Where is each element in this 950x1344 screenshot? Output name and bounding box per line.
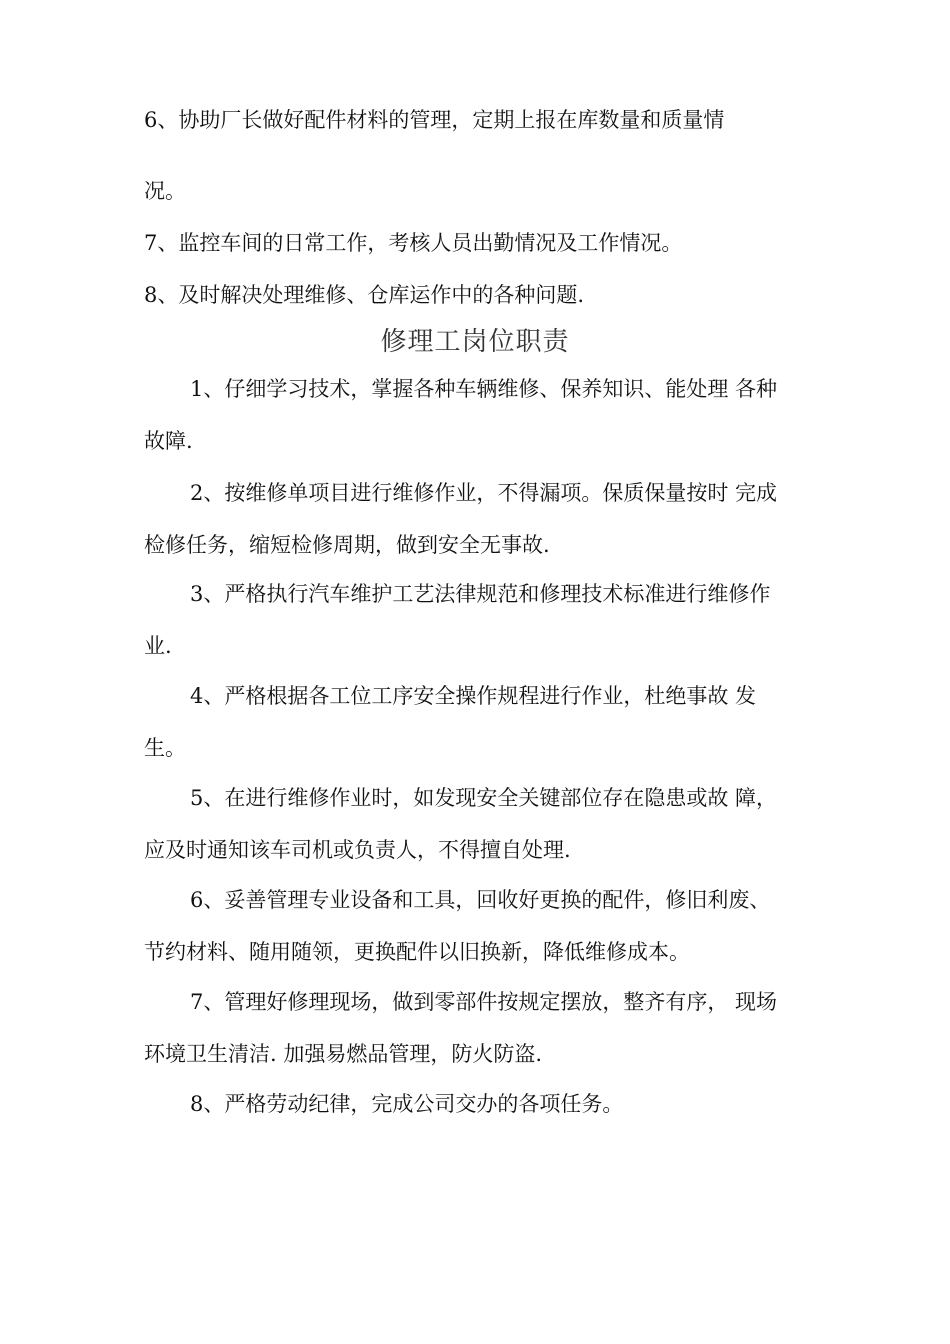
duty-item-7-line-1: 7、管理好修理现场，做到零部件按规定摆放，整齐有序， 现场 [190,990,778,1014]
duty-item-8-line-1: 8、严格劳动纪律，完成公司交办的各项任务。 [190,1092,624,1116]
duty-item-2-line-1: 2、按维修单项目进行维修作业，不得漏项。保质保量按时 完成 [190,481,778,505]
duty-item-4-line-1: 4、严格根据各工位工序安全操作规程进行作业，杜绝事故 发 [190,684,757,708]
prev-item-7: 7、监控车间的日常工作，考核人员出勤情况及工作情况。 [144,231,683,255]
duty-item-1-line-2: 故障. [144,429,193,453]
duty-item-2-line-2: 检修任务，缩短检修周期，做到安全无事故. [144,533,550,557]
duty-item-3-line-1: 3、严格执行汽车维护工艺法律规范和修理技术标准进行维修作 [190,582,771,606]
duty-item-6-line-1: 6、妥善管理专业设备和工具，回收好更换的配件，修旧利废、 [190,888,771,912]
prev-item-8: 8、及时解决处理维修、仓库运作中的各种问题. [144,283,585,307]
duty-item-7-line-2: 环境卫生清洁. 加强易燃品管理，防火防盗. [144,1042,543,1066]
duty-item-4-line-2: 生。 [144,736,186,760]
duty-item-6-line-2: 节约材料、随用随领，更换配件以旧换新，降低维修成本。 [144,940,690,964]
duty-item-5-line-1: 5、在进行维修作业时，如发现安全关键部位存在隐患或故 障， [190,786,778,810]
duty-item-5-line-2: 应及时通知该车司机或负责人，不得擅自处理. [144,838,571,862]
duty-item-3-line-2: 业. [144,634,172,658]
prev-item-6-line-2: 况。 [144,179,186,203]
duty-item-1-line-1: 1、仔细学习技术，掌握各种车辆维修、保养知识、能处理 各种 [190,377,778,401]
prev-item-6-line-1: 6、协助厂长做好配件材料的管理，定期上报在库数量和质量情 [144,108,725,132]
section-title: 修理工岗位职责 [380,327,570,357]
